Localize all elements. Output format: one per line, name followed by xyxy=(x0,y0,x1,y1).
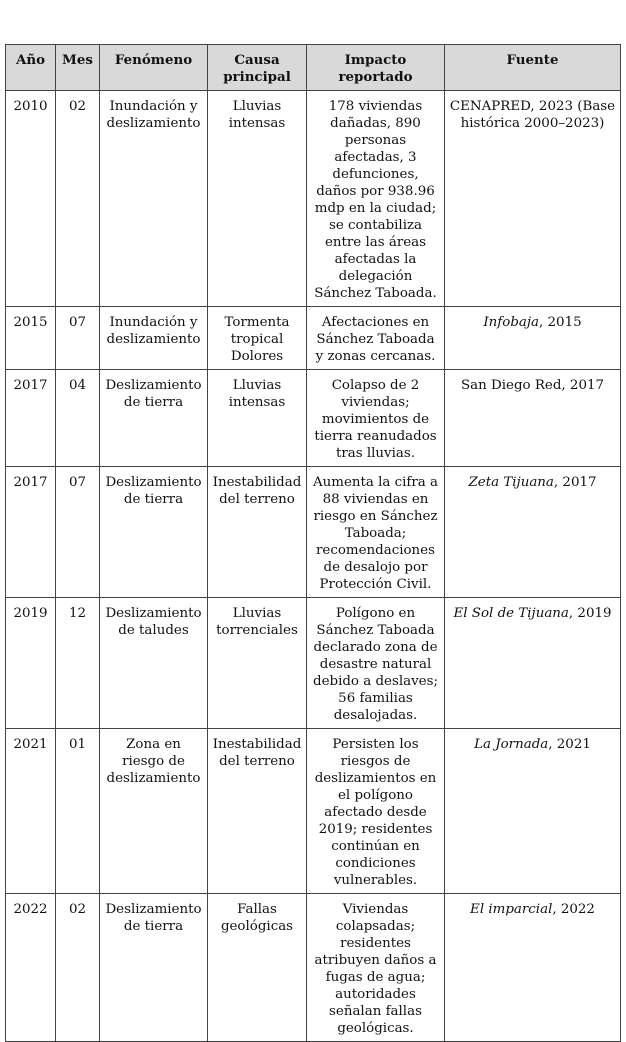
cell-month: 02 xyxy=(56,894,100,1042)
cell-source xyxy=(445,370,621,467)
cell-cause: Fallas geológicas xyxy=(208,894,307,1042)
source-rest: CENAPRED, 2023 (Base histórica 2000–2023) xyxy=(449,99,616,131)
cell-year: 2010 xyxy=(6,91,56,307)
cell-month: 07 xyxy=(56,467,100,598)
source-italic: Zeta Tijuana xyxy=(468,475,554,490)
header-source: Fuente xyxy=(445,45,621,91)
cell-phenomenon: Deslizamiento de tierra xyxy=(100,370,208,467)
cell-year: 2021 xyxy=(6,729,56,894)
source-rest: , 2015 xyxy=(539,315,582,330)
cell-month: 01 xyxy=(56,729,100,894)
table-row xyxy=(6,598,621,729)
table-row xyxy=(6,729,621,894)
cell-cause: Inestabilidad del terreno xyxy=(208,729,307,894)
cell-cause: Lluvias intensas xyxy=(208,370,307,467)
cell-impact: Afectaciones en Sánchez Taboada y zonas cercanas. xyxy=(307,307,445,370)
cell-impact: Aumenta la cifra a 88 viviendas en riesgo en Sánchez Taboada; recomendaciones de desalojo por Protección Civil. xyxy=(307,467,445,598)
cell-phenomenon: Inundación y deslizamiento xyxy=(100,91,208,307)
cell-cause: Inestabilidad del terreno xyxy=(208,467,307,598)
cell-phenomenon: Inundación y deslizamiento xyxy=(100,307,208,370)
table-row xyxy=(6,307,621,370)
source-rest: , 2022 xyxy=(552,902,595,917)
cell-month: 02 xyxy=(56,91,100,307)
header-phenomenon: Fenómeno xyxy=(100,45,208,91)
cell-year: 2017 xyxy=(6,370,56,467)
cell-impact: Colapso de 2 viviendas; movimientos de tierra reanudados tras lluvias. xyxy=(307,370,445,467)
header-row xyxy=(6,45,621,91)
source-italic: La Jornada xyxy=(474,737,549,752)
cell-impact: Viviendas colapsadas; residentes atribuyen daños a fugas de agua; autoridades señalan fallas geológicas. xyxy=(307,894,445,1042)
source-italic: El Sol de Tijuana xyxy=(453,606,569,621)
cell-phenomenon: Deslizamiento de taludes xyxy=(100,598,208,729)
cell-phenomenon: Zona en riesgo de deslizamiento xyxy=(100,729,208,894)
cell-cause: Lluvias intensas xyxy=(208,91,307,307)
header-cause: Causa principal xyxy=(208,45,307,91)
source-rest: , 2019 xyxy=(568,606,612,621)
cell-month: 07 xyxy=(56,307,100,370)
cell-phenomenon: Deslizamiento de tierra xyxy=(100,467,208,598)
cell-cause: Tormenta tropical Dolores xyxy=(208,307,307,370)
cell-year: 2017 xyxy=(6,467,56,598)
header-impact: Impacto reportado xyxy=(307,45,445,91)
cell-impact: Persisten los riesgos de deslizamientos en el polígono afectado desde 2019; residentes continúan en condiciones vulnerables. xyxy=(307,729,445,894)
source-rest: , 2021 xyxy=(548,737,591,752)
cell-year: 2019 xyxy=(6,598,56,729)
cell-year: 2015 xyxy=(6,307,56,370)
cell-source xyxy=(445,894,621,1042)
source-italic: Infobaja xyxy=(483,315,540,330)
table-row xyxy=(6,894,621,1042)
source-italic: El imparcial xyxy=(470,902,553,917)
cell-month: 12 xyxy=(56,598,100,729)
cell-phenomenon: Deslizamiento de tierra xyxy=(100,894,208,1042)
cell-impact: Polígono en Sánchez Taboada declarado zona de desastre natural debido a deslaves; 56 familias desalojadas. xyxy=(307,598,445,729)
cell-source xyxy=(445,467,621,598)
cell-month: 04 xyxy=(56,370,100,467)
table-row xyxy=(6,467,621,598)
cell-source xyxy=(445,729,621,894)
events-table xyxy=(5,44,621,1042)
cell-source xyxy=(445,91,621,307)
source-rest: San Diego Red, 2017 xyxy=(460,378,605,393)
source-rest: , 2017 xyxy=(553,475,597,490)
table-row xyxy=(6,370,621,467)
cell-source xyxy=(445,598,621,729)
cell-cause: Lluvias torrenciales xyxy=(208,598,307,729)
cell-source xyxy=(445,307,621,370)
header-year: Año xyxy=(6,45,56,91)
cell-year: 2022 xyxy=(6,894,56,1042)
table-row xyxy=(6,91,621,307)
header-month: Mes xyxy=(56,45,100,91)
cell-impact: 178 viviendas dañadas, 890 personas afectadas, 3 defunciones, daños por 938.96 mdp en la ciudad; se contabiliza entre las áreas afectadas la delegación Sánchez Taboada. xyxy=(307,91,445,307)
